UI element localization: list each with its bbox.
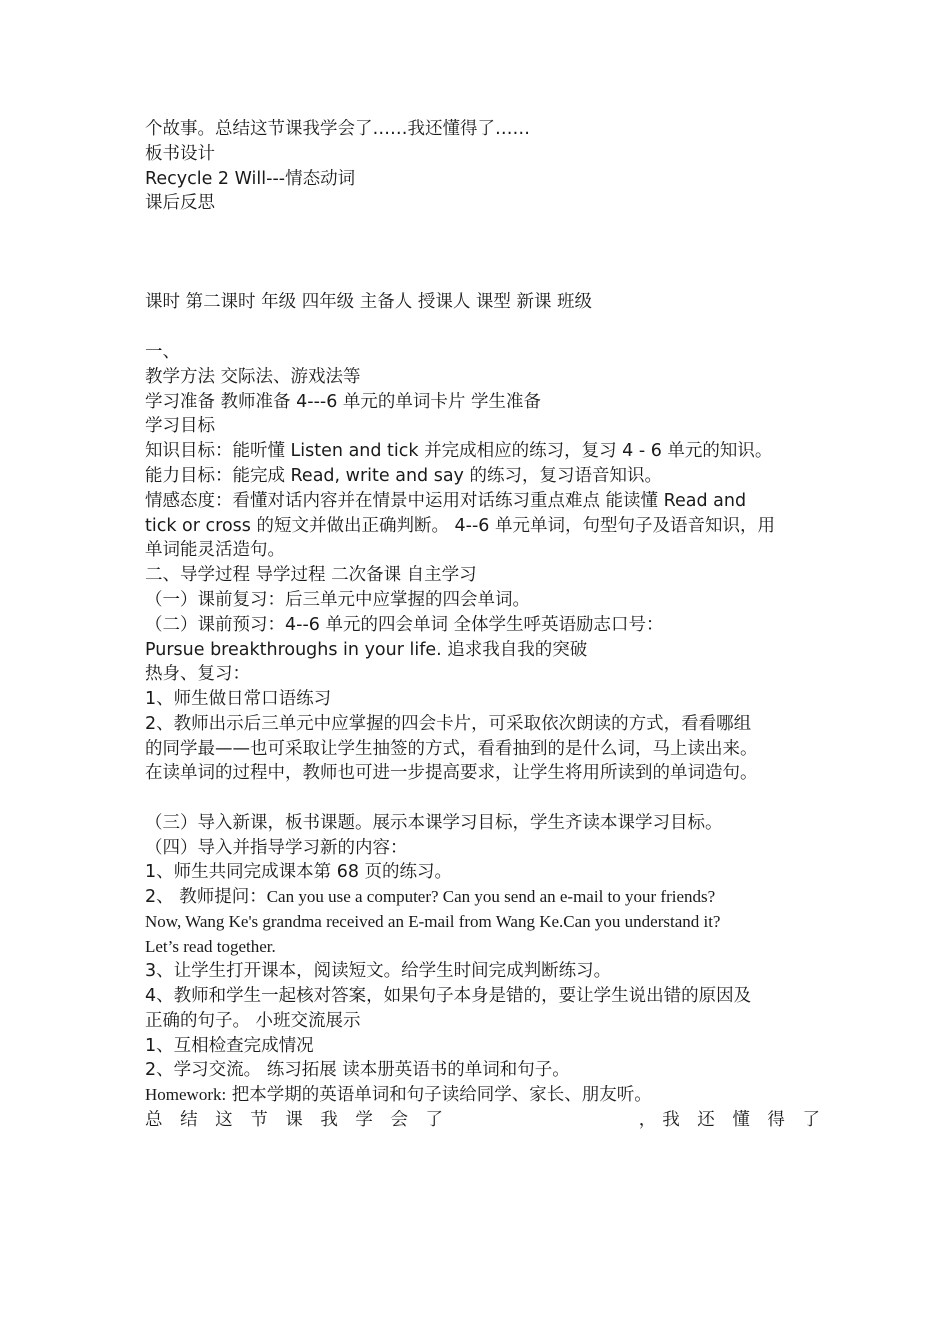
task-2-prefix: 2、 教师提问：	[145, 887, 267, 907]
teaching-method: 教学方法 交际法、游戏法等	[145, 367, 361, 387]
summary-right: ，我 还 懂 得 了	[638, 1110, 826, 1130]
warmup-item-1: 1、师生做日常口语练习	[145, 689, 332, 709]
reflection-label: 课后反思	[145, 193, 215, 213]
task-3: 3、让学生打开课本，阅读短文。给学生时间完成判断练习。	[145, 961, 612, 981]
homework-line	[145, 1083, 820, 1107]
warmup-item-2-line-1: 2、教师出示后三单元中应掌握的四会卡片，可采取依次朗读的方式，看看哪组	[145, 714, 752, 734]
knowledge-objective: 知识目标：能听懂 Listen and tick 并完成相应的练习，复习 4 - 6 单元的知识。	[145, 441, 773, 461]
step-preview-review: （一）课前复习：后三单元中应掌握的四会单词。	[145, 590, 530, 610]
summary-line	[145, 1108, 826, 1132]
story-summary-line: 个故事。总结这节课我学会了……我还懂得了……	[145, 119, 530, 139]
summary-left: 总 结 这 节 课 我 学 会 了	[145, 1110, 450, 1130]
step-four: （四）导入并指导学习新的内容：	[145, 838, 408, 858]
task-2-line-1	[145, 885, 820, 909]
slogan: Pursue breakthroughs in your life. 追求我自我的突破	[145, 640, 588, 660]
lesson-header: 课时 第二课时 年级 四年级 主备人 授课人 课型 新课 班级	[145, 292, 593, 312]
step-preview-prepare: （二）课前预习：4--6 单元的四会单词 全体学生呼英语励志口号：	[145, 615, 664, 635]
step-three: （三）导入新课，板书课题。展示本课学习目标，学生齐读本课学习目标。	[145, 813, 723, 833]
exchange-item-1: 1、互相检查完成情况	[145, 1036, 314, 1056]
emotion-objective-line-2: tick or cross 的短文并做出正确判断。 4--6 单元单词，句型句子及语音知识，用	[145, 516, 775, 536]
emotion-objective-line-1: 情感态度：看懂对话内容并在情景中运用对话练习重点难点 能读懂 Read and	[145, 491, 747, 511]
exchange-item-2: 2、学习交流。 练习拓展 读本册英语书的单词和句子。	[145, 1060, 570, 1080]
task-2-question: Can you use a computer? Can you send an e-mail to your friends?	[266, 887, 716, 906]
board-design-content: Recycle 2 Will---情态动词	[145, 169, 356, 189]
section-one-heading: 一、	[145, 342, 180, 362]
ability-objective: 能力目标：能完成 Read, write and say 的练习，复习语音知识。	[145, 466, 662, 486]
board-design-label: 板书设计	[145, 144, 215, 164]
warmup-label: 热身、复习：	[145, 664, 250, 684]
task-1: 1、师生共同完成课本第 68 页的练习。	[145, 862, 453, 882]
section-two-heading: 二、导学过程 导学过程 二次备课 自主学习	[145, 565, 477, 585]
learning-preparation: 学习准备 教师准备 4---6 单元的单词卡片 学生准备	[145, 392, 541, 412]
task-4-line-2: 正确的句子。 小班交流展示	[145, 1011, 361, 1031]
emotion-objective-line-3: 单词能灵活造句。	[145, 540, 285, 560]
homework-label: Homework:	[145, 1085, 227, 1104]
warmup-item-2-line-3: 在读单词的过程中，教师也可进一步提高要求，让学生将用所读到的单词造句。	[145, 763, 758, 783]
homework-text: 把本学期的英语单词和句子读给同学、家长、朋友听。	[226, 1085, 652, 1105]
task-4-line-1: 4、教师和学生一起核对答案，如果句子本身是错的，要让学生说出错的原因及	[145, 986, 752, 1006]
objectives-label: 学习目标	[145, 416, 215, 436]
task-2-line-2: Now, Wang Ke's grandma received an E-mail from Wang Ke.Can you understand it?	[145, 912, 721, 931]
task-2-line-3: Let’s read together.	[145, 937, 276, 956]
warmup-item-2-line-2: 的同学最——也可采取让学生抽签的方式，看看抽到的是什么词，马上读出来。	[145, 739, 758, 759]
